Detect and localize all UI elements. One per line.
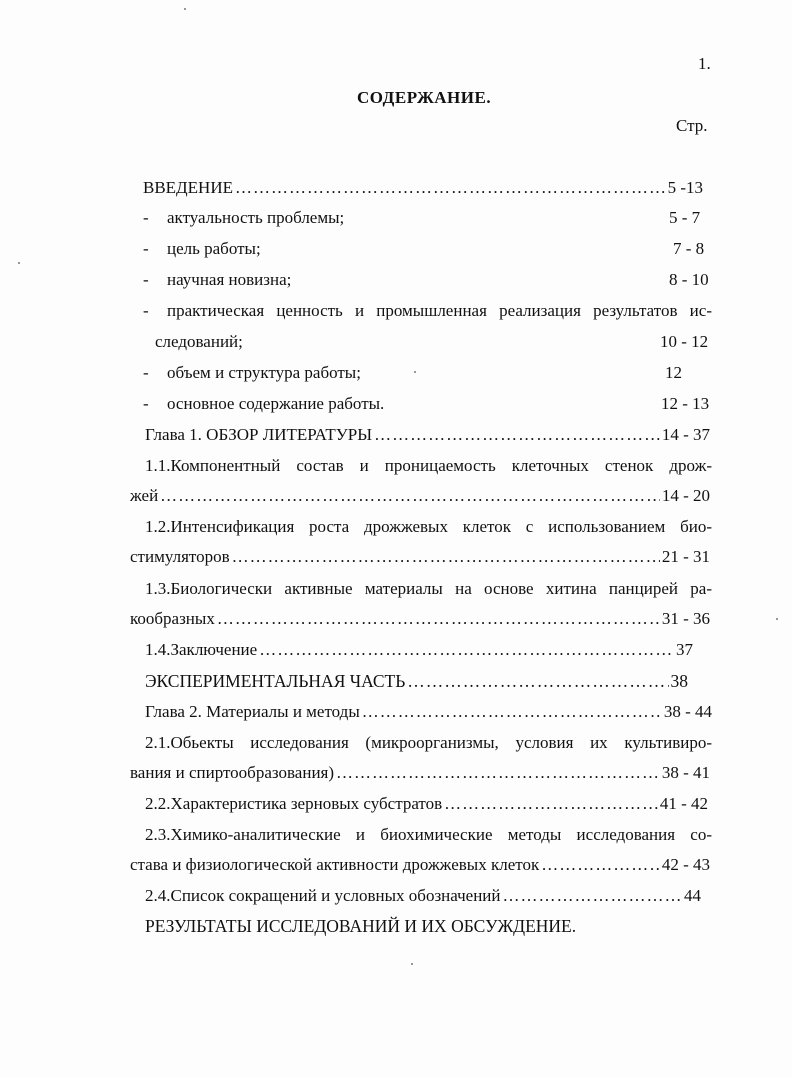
scan-speck [776, 618, 778, 620]
toc-entry-pages: 42 - 43 [661, 855, 710, 874]
toc-subitem-pages: 12 - 13 [661, 394, 710, 413]
toc-subitem-pages: 8 - 10 [669, 270, 709, 289]
toc-leader-dots [235, 178, 666, 198]
toc-entry-label: жей [130, 486, 159, 505]
toc-entry-label: стимуляторов [130, 547, 230, 566]
toc-entry-s1-3 [130, 609, 710, 629]
list-dash: - [143, 363, 149, 382]
list-dash: - [143, 394, 149, 413]
toc-entry-label: ВВЕДЕНИЕ [143, 178, 233, 197]
list-dash: - [143, 208, 149, 227]
toc-entry-line: 2.1.Обьекты исследования (микроорганизмы, условия их культивиро- [145, 733, 712, 752]
toc-entry-label: 2.2.Характеристика зерновых субстратов [145, 794, 443, 813]
toc-leader-dots [374, 425, 660, 445]
toc-entry-line: 1.1.Компонентный состав и проницаемость клеточных стенок дрож- [145, 456, 712, 475]
toc-entry-pages: 37 [676, 640, 693, 659]
scan-speck [184, 8, 186, 10]
toc-entry-s1-1 [130, 486, 710, 506]
toc-entry-s2-2 [145, 794, 708, 814]
scan-speck [414, 371, 416, 373]
toc-entry-line: 1.3.Биологически активные материалы на основе хитина панцирей ра- [145, 579, 712, 598]
toc-entry-s2-4 [145, 886, 701, 906]
toc-entry-experimental [145, 671, 688, 691]
toc-entry-label: става и физиологической активности дрожжевых клеток [130, 855, 540, 874]
toc-entry-label: 2.4.Список сокращений и условных обозначений [145, 886, 501, 905]
page-number: 1. [698, 54, 711, 73]
toc-subitem-pages: 12 [665, 363, 682, 382]
toc-subitem-label: основное содержание работы. [167, 394, 385, 413]
toc-subitem-pages: 10 - 12 [660, 332, 709, 351]
toc-subitem-label: актуальность проблемы; [167, 208, 345, 227]
list-dash: - [143, 270, 149, 289]
toc-leader-dots [336, 763, 660, 783]
toc-leader-dots [444, 794, 658, 814]
page-title: СОДЕРЖАНИЕ. [357, 88, 492, 107]
toc-subitem-label: объем и структура работы; [167, 363, 361, 382]
toc-entry-line: 1.2.Интенсификация роста дрожжевых клеток с использованием био- [145, 517, 712, 536]
toc-entry-s1-2 [130, 547, 710, 567]
toc-leader-dots [232, 547, 660, 567]
toc-leader-dots [503, 886, 682, 906]
toc-entry-pages: 38 [670, 671, 688, 691]
toc-leader-dots [217, 609, 660, 629]
toc-leader-dots [160, 486, 660, 506]
toc-entry-label: кообразных [130, 609, 215, 628]
toc-entry-pages: 31 - 36 [661, 609, 710, 628]
toc-entry-pages: 21 - 31 [661, 547, 710, 566]
toc-entry-intro [143, 178, 703, 198]
toc-entry-chapter1 [145, 425, 710, 445]
list-dash: - [143, 301, 149, 320]
toc-leader-dots [407, 671, 668, 691]
toc-entry-pages: 14 - 20 [661, 486, 710, 505]
toc-entry-s2-1 [130, 763, 710, 783]
scan-speck [18, 262, 20, 264]
toc-subitem-label: практическая ценность и промышленная реализация результатов ис- [167, 301, 712, 320]
toc-subitem-label: научная новизна; [167, 270, 292, 289]
toc-entry-line: 2.3.Химико-аналитические и биохимические методы исследования со- [145, 825, 712, 844]
toc-entry-label: Глава 2. Материалы и методы [145, 702, 360, 721]
toc-entry-s2-3 [130, 855, 710, 875]
toc-entry-pages: 41 - 42 [659, 794, 708, 813]
toc-entry-label: ЭКСПЕРИМЕНТАЛЬНАЯ ЧАСТЬ [145, 671, 406, 691]
toc-leader-dots [259, 640, 674, 660]
toc-subitem-pages: 5 - 7 [669, 208, 701, 227]
toc-subitem-label: цель работы; [167, 239, 261, 258]
list-dash: - [143, 239, 149, 258]
toc-leader-dots [362, 702, 662, 722]
toc-entry-label: Глава 1. ОБЗОР ЛИТЕРАТУРЫ [145, 425, 373, 444]
toc-subitem-label-continued: следований; [155, 332, 243, 351]
toc-entry-pages: 38 - 44 [663, 702, 712, 721]
toc-entry-s1-4 [145, 640, 693, 660]
page-column-label: Стр. [676, 116, 708, 135]
toc-leader-dots [541, 855, 660, 875]
toc-entry-pages: 38 - 41 [661, 763, 710, 782]
toc-subitem-pages: 7 - 8 [673, 239, 705, 258]
toc-entry-chapter2 [145, 702, 712, 722]
toc-entry-results: РЕЗУЛЬТАТЫ ИССЛЕДОВАНИЙ И ИХ ОБСУЖДЕНИЕ. [145, 916, 577, 936]
scan-speck [411, 963, 413, 965]
toc-entry-label: 1.4.Заключение [145, 640, 258, 659]
toc-entry-pages: 44 [684, 886, 701, 905]
toc-entry-pages: 14 - 37 [661, 425, 710, 444]
toc-entry-label: вания и спиртообразования) [130, 763, 335, 782]
toc-entry-pages: 5 -13 [667, 178, 703, 197]
